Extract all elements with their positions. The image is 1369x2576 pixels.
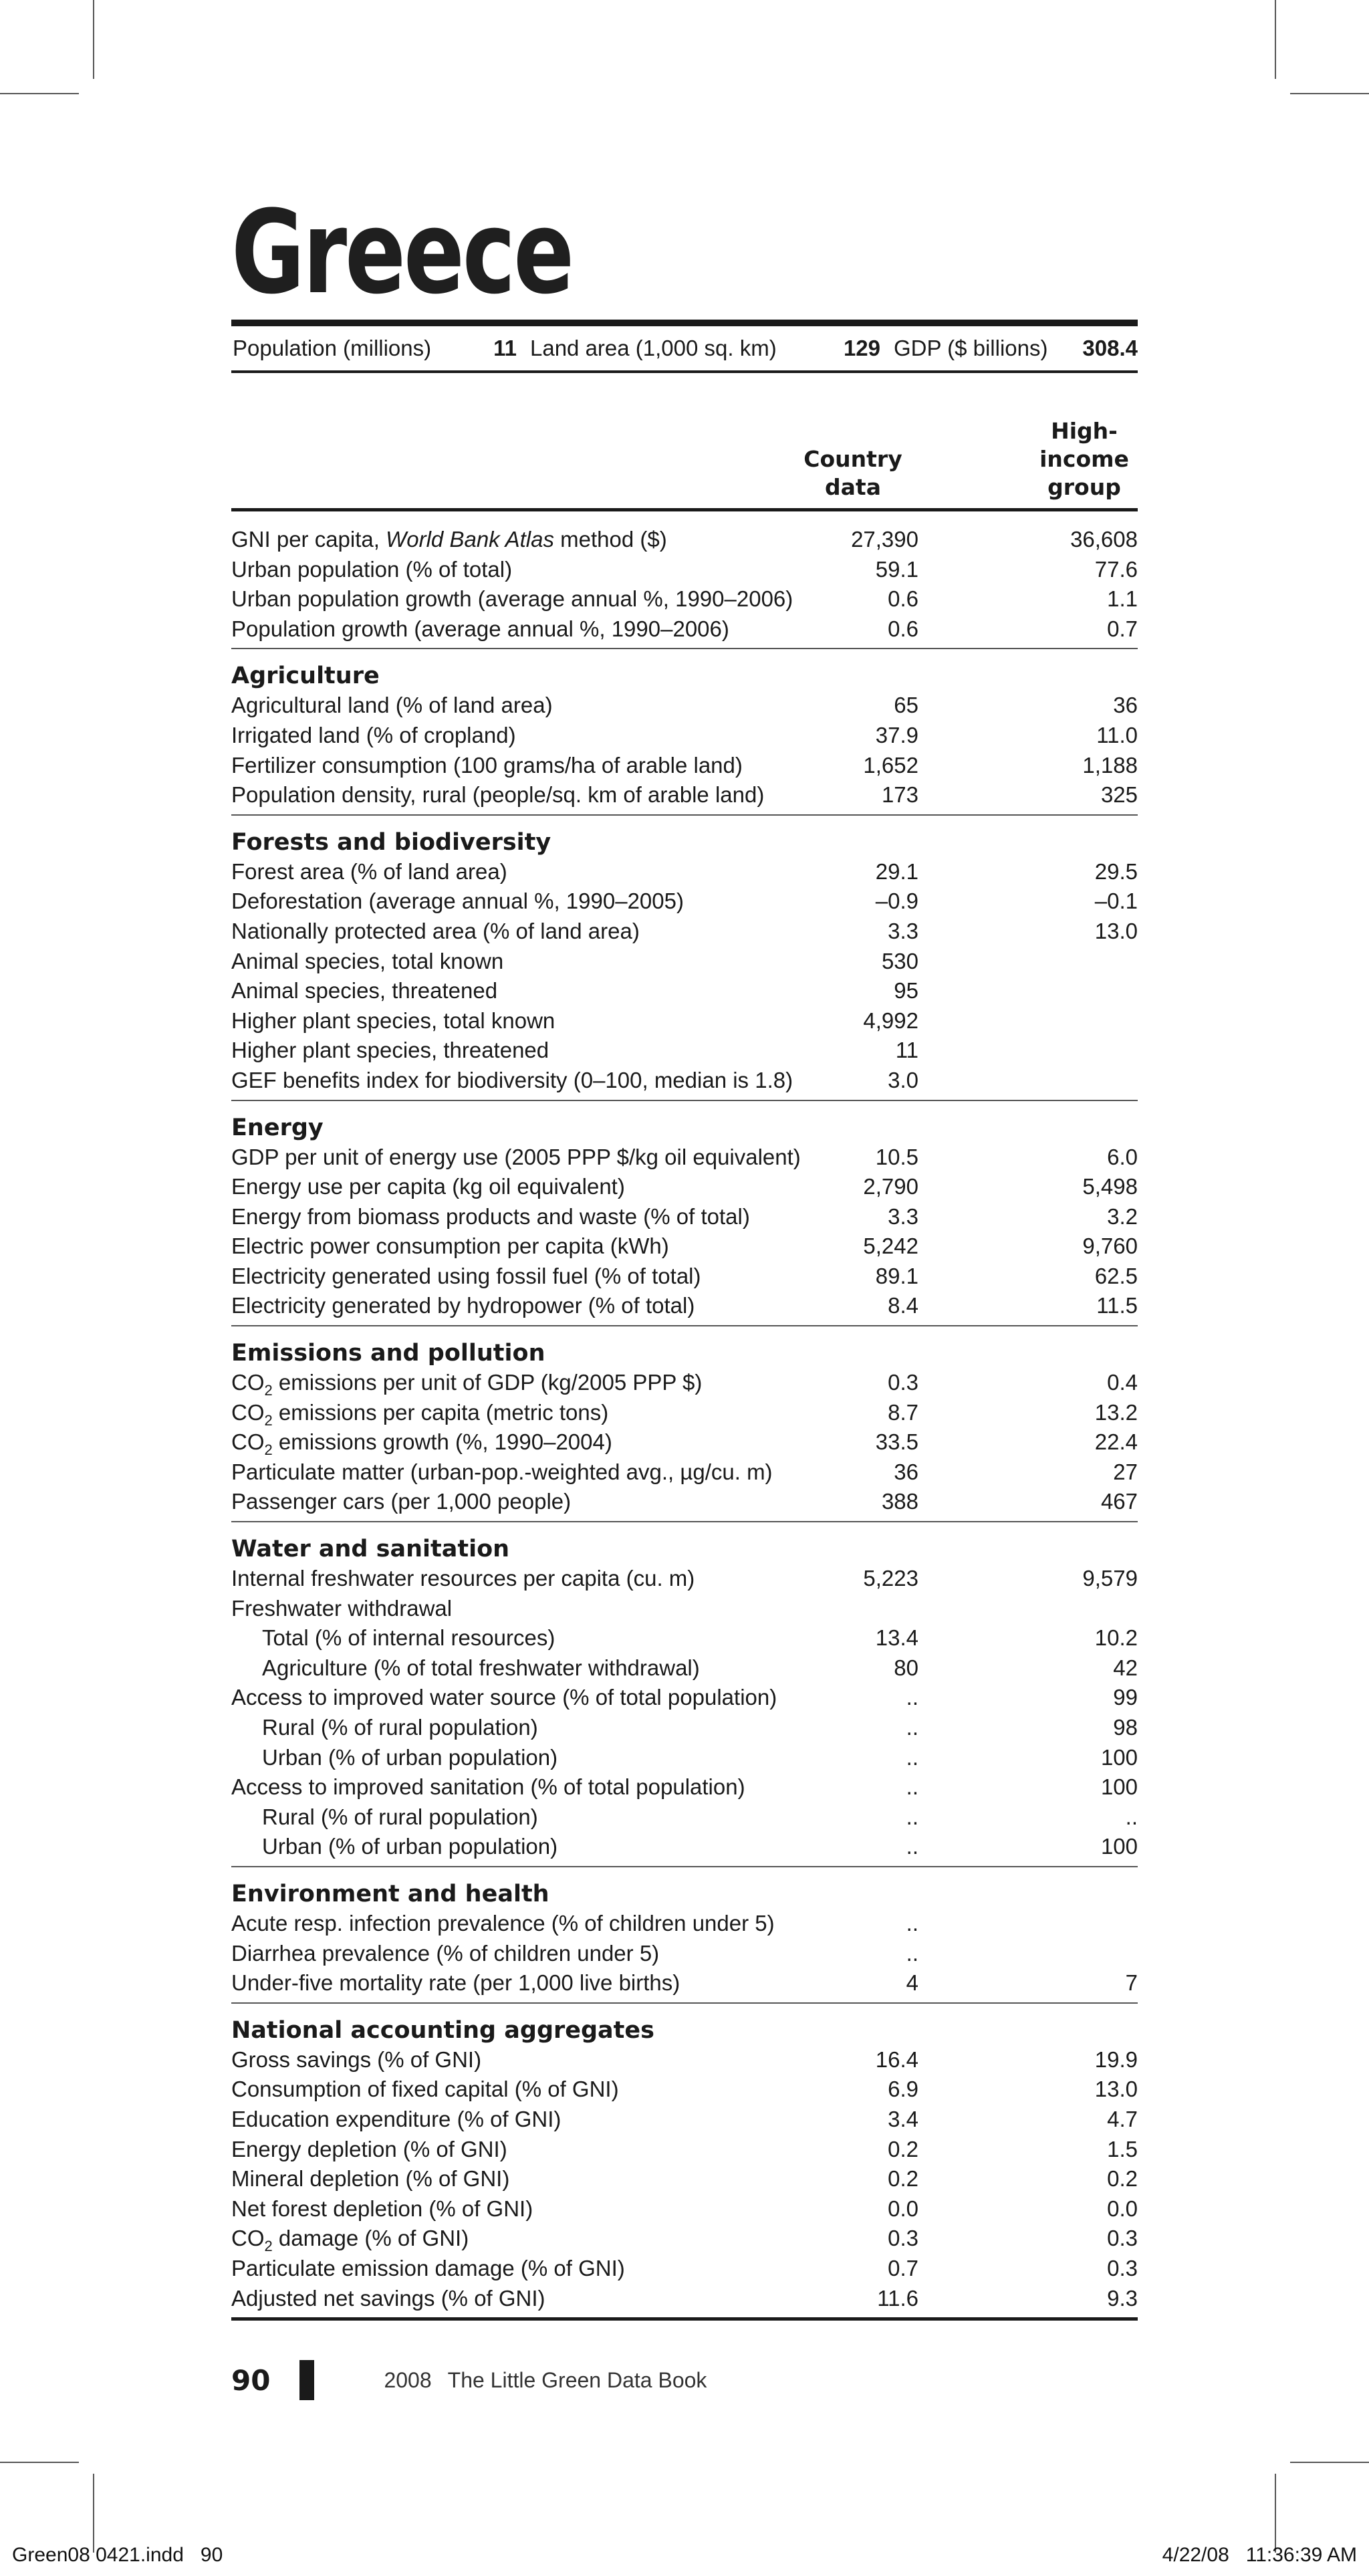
country-value: 530 (881, 948, 918, 973)
row-label: Acute resp. infection prevalence (% of children under 5) (231, 1910, 775, 1936)
row-label: Higher plant species, threatened (231, 1038, 549, 1063)
table-row (231, 691, 1138, 721)
country-value: 29.1 (875, 858, 918, 884)
row-label: Electric power consumption per capita (kWh) (231, 1234, 669, 1259)
row-label: Access to improved sanitation (% of total population) (231, 1774, 745, 1800)
gdp-value: 308.4 (1082, 336, 1138, 360)
country-value: 388 (881, 1489, 918, 1514)
population-label: Population (millions) (233, 336, 432, 360)
indicator-table (231, 374, 1138, 2321)
high-income-value: 6.0 (1107, 1144, 1138, 1169)
table-row (231, 1594, 1138, 1624)
row-label: Energy depletion (% of GNI) (231, 2136, 507, 2161)
high-income-value: 0.4 (1107, 1370, 1138, 1395)
footer-bar (299, 2360, 314, 2400)
country-value: 5,223 (863, 1566, 918, 1591)
row-label: Particulate matter (urban-pop.-weighted avg., µg/cu. m) (231, 1459, 773, 1484)
table-section (231, 816, 1138, 1101)
row-label: Urban (% of urban population) (262, 1834, 558, 1859)
table-row (231, 1262, 1138, 1292)
table-row (231, 555, 1138, 585)
section-title: Energy (231, 1114, 324, 1141)
table-row (231, 1968, 1138, 1998)
section-title: Water and sanitation (231, 1536, 510, 1563)
country-value: 3.0 (888, 1067, 918, 1092)
population-value: 11 (493, 336, 517, 360)
row-label: Fertilizer consumption (100 grams/ha of arable land) (231, 752, 743, 778)
table-row (231, 1172, 1138, 1202)
row-label: $CO_2$ emissions growth (%, 1990–2004) (231, 1429, 612, 1459)
country-value: 0.6 (888, 586, 918, 612)
table-section (231, 1522, 1138, 1867)
country-value: 173 (881, 782, 918, 808)
high-income-value: 0.3 (1107, 2226, 1138, 2251)
crop-mark (1275, 0, 1276, 79)
table-row (231, 1713, 1138, 1743)
high-income-value: 10.2 (1094, 1625, 1138, 1651)
table-row (231, 1232, 1138, 1262)
high-income-value: 3.2 (1107, 1203, 1138, 1229)
country-value: .. (906, 1910, 918, 1936)
country-value: 13.4 (875, 1625, 918, 1651)
high-income-value: 1,188 (1082, 752, 1138, 778)
table-row (231, 2164, 1138, 2194)
row-label: Animal species, total known (231, 948, 504, 973)
population-summary (231, 336, 529, 361)
column-header-high-income: High- income group (1039, 418, 1129, 500)
page-number: 90 (231, 2363, 271, 2397)
country-value: 36 (894, 1459, 918, 1484)
row-label: Population density, rural (people/sq. km of arable land) (231, 782, 765, 808)
row-label: Animal species, threatened (231, 978, 498, 1004)
table-row (231, 1398, 1138, 1428)
country-value: 37.9 (875, 722, 918, 747)
row-label: Mineral depletion (% of GNI) (231, 2166, 510, 2192)
high-income-value: 27 (1113, 1459, 1138, 1484)
table-section (231, 649, 1138, 815)
table-row (231, 1743, 1138, 1773)
table-row (231, 1006, 1138, 1036)
table-row (231, 1036, 1138, 1066)
high-income-value: 7 (1125, 1970, 1138, 1996)
table-row (231, 1623, 1138, 1653)
section-title: National accounting aggregates (231, 2016, 654, 2044)
table-row (231, 857, 1138, 887)
row-label: Particulate emission damage (% of GNI) (231, 2255, 625, 2280)
row-label: Electricity generated using fossil fuel (% of total) (231, 1263, 701, 1288)
row-label: Population growth (average annual %, 1990–2006) (231, 616, 729, 641)
table-row (231, 2075, 1138, 2105)
row-label: Adjusted net savings (% of GNI) (231, 2285, 545, 2311)
country-value: 4 (906, 1970, 918, 1996)
row-label: Energy use per capita (kg oil equivalent) (231, 1174, 625, 1199)
row-label: Agricultural land (% of land area) (231, 693, 553, 718)
country-value: 2,790 (863, 1174, 918, 1199)
country-value: 11.6 (877, 2285, 918, 2311)
country-value: .. (906, 1834, 918, 1859)
crop-mark (0, 2462, 79, 2463)
high-income-value: 1.5 (1107, 2136, 1138, 2161)
table-section (231, 511, 1138, 649)
table-row (231, 2284, 1138, 2314)
country-value: .. (906, 1940, 918, 1966)
high-income-value: 9,579 (1082, 1566, 1138, 1591)
table-row (231, 947, 1138, 977)
country-value: 1,652 (863, 752, 918, 778)
row-label: $CO_2$ damage (% of GNI) (231, 2226, 469, 2255)
row-label: Urban (% of urban population) (262, 1744, 558, 1770)
country-value: 5,242 (863, 1234, 918, 1259)
high-income-value: 19.9 (1094, 2046, 1138, 2072)
table-row (231, 2135, 1138, 2165)
table-row (231, 751, 1138, 781)
crop-mark (0, 93, 79, 94)
high-income-value: 42 (1113, 1655, 1138, 1680)
high-income-value: 0.2 (1107, 2166, 1138, 2192)
high-income-value: .. (1125, 1804, 1138, 1829)
high-income-value: 5,498 (1082, 1174, 1138, 1199)
row-label: Access to improved water source (% of total population) (231, 1685, 777, 1710)
row-label: Diarrhea prevalence (% of children under 5) (231, 1940, 660, 1966)
country-value: 95 (894, 978, 918, 1004)
row-label: Internal freshwater resources per capita (cu. m) (231, 1566, 695, 1591)
high-income-value: 100 (1100, 1744, 1138, 1770)
table-section (231, 1326, 1138, 1522)
country-value: 0.7 (888, 2255, 918, 2280)
column-header-country: Country data (803, 446, 902, 500)
table-row (231, 1653, 1138, 1683)
table-header (231, 374, 1138, 511)
table-row (231, 1939, 1138, 1969)
row-label: Consumption of fixed capital (% of GNI) (231, 2077, 619, 2102)
row-label: Rural (% of rural population) (262, 1804, 538, 1829)
section-title: Agriculture (231, 663, 380, 690)
table-row (231, 1909, 1138, 1939)
country-value: 65 (894, 693, 918, 718)
country-value: 0.2 (888, 2166, 918, 2192)
table-body (231, 511, 1138, 2321)
country-value: 6.9 (888, 2077, 918, 2102)
table-row (231, 525, 1138, 555)
country-value: 89.1 (875, 1263, 918, 1288)
print-slug-date: 4/22/08 11:36:39 AM (1162, 2544, 1357, 2566)
row-label: Forest area (% of land area) (231, 858, 507, 884)
table-row (231, 2194, 1138, 2224)
high-income-value: 22.4 (1094, 1429, 1138, 1455)
gdp-label: GDP ($ billions) (894, 336, 1048, 360)
high-income-value: 1.1 (1107, 586, 1138, 612)
high-income-value: 13.2 (1094, 1399, 1138, 1425)
high-income-value: 13.0 (1094, 2077, 1138, 2102)
summary-bar (231, 320, 1138, 373)
high-income-value: 467 (1100, 1489, 1138, 1514)
crop-mark (1290, 2462, 1369, 2463)
country-value: 0.3 (888, 1370, 918, 1395)
country-value: 8.7 (888, 1399, 918, 1425)
high-income-value: 29.5 (1094, 858, 1138, 884)
high-income-value: 11.0 (1096, 722, 1138, 747)
row-label: Total (% of internal resources) (262, 1625, 555, 1651)
row-label: Urban population growth (average annual %, 1990–2006) (231, 586, 793, 612)
footer-book-title: The Little Green Data Book (447, 2367, 707, 2392)
table-row (231, 1457, 1138, 1488)
row-label: Electricity generated by hydropower (% of total) (231, 1293, 695, 1318)
row-label: Energy from biomass products and waste (% of total) (231, 1203, 750, 1229)
table-row (231, 1143, 1138, 1173)
table-row (231, 2254, 1138, 2284)
high-income-value: 11.5 (1096, 1293, 1138, 1318)
table-row (231, 1487, 1138, 1517)
table-row (231, 1832, 1138, 1862)
country-value: 0.6 (888, 616, 918, 641)
table-row (231, 584, 1138, 614)
high-income-value: 0.3 (1107, 2255, 1138, 2280)
row-label: GDP per unit of energy use (2005 PPP $/kg oil equivalent) (231, 1144, 801, 1169)
row-label: Passenger cars (per 1,000 people) (231, 1489, 572, 1514)
country-value: 33.5 (875, 1429, 918, 1455)
crop-mark (93, 2474, 94, 2553)
page-title: Greece (231, 185, 573, 320)
country-value: .. (906, 1685, 918, 1710)
table-row (231, 976, 1138, 1006)
table-row (231, 917, 1138, 947)
land-area-label: Land area (1,000 sq. km) (530, 336, 777, 360)
row-label: Freshwater withdrawal (231, 1595, 453, 1621)
row-label: Gross savings (% of GNI) (231, 2046, 482, 2072)
country-value: 4,992 (863, 1008, 918, 1033)
country-value: 11 (895, 1038, 918, 1063)
row-label: Education expenditure (% of GNI) (231, 2106, 562, 2131)
table-row (231, 1564, 1138, 1594)
table-section (231, 1101, 1138, 1327)
high-income-value: 13.0 (1094, 918, 1138, 943)
country-value: .. (906, 1715, 918, 1740)
high-income-value: 0.7 (1107, 616, 1138, 641)
print-slug-file: Green08 0421.indd 90 (12, 2544, 223, 2566)
section-title: Emissions and pollution (231, 1340, 545, 1367)
row-label: Urban population (% of total) (231, 556, 513, 582)
high-income-value: 9,760 (1082, 1234, 1138, 1259)
row-label: GEF benefits index for biodiversity (0–100, median is 1.8) (231, 1067, 793, 1092)
gdp-summary (892, 336, 1138, 361)
country-value: 3.3 (888, 918, 918, 943)
high-income-value: 100 (1100, 1774, 1138, 1800)
table-row (231, 1772, 1138, 1802)
table-row (231, 2224, 1138, 2254)
country-value: 0.2 (888, 2136, 918, 2161)
high-income-value: 36 (1113, 693, 1138, 718)
table-row (231, 721, 1138, 751)
land-area-value: 129 (843, 336, 880, 360)
table-row (231, 1291, 1138, 1321)
row-label: $CO_2$ emissions per unit of GDP (kg/2005 PPP $) (231, 1370, 703, 1399)
high-income-value: 0.0 (1107, 2196, 1138, 2221)
country-value: 3.3 (888, 1203, 918, 1229)
high-income-value: 9.3 (1107, 2285, 1138, 2311)
country-value: .. (906, 1804, 918, 1829)
country-value: 8.4 (888, 1293, 918, 1318)
high-income-value: 4.7 (1107, 2106, 1138, 2131)
section-title: Forests and biodiversity (231, 828, 551, 856)
row-label: Agriculture (% of total freshwater withdrawal) (262, 1655, 700, 1680)
table-row (231, 614, 1138, 645)
table-row (231, 1427, 1138, 1457)
row-label: Rural (% of rural population) (262, 1715, 538, 1740)
footer-text (384, 2368, 723, 2393)
row-label: Under-five mortality rate (per 1,000 live births) (231, 1970, 680, 1996)
high-income-value: 62.5 (1094, 1263, 1138, 1288)
table-row (231, 1202, 1138, 1232)
crop-mark (1290, 93, 1369, 94)
table-section (231, 1867, 1138, 2004)
high-income-value: 77.6 (1094, 556, 1138, 582)
high-income-value: 98 (1113, 1715, 1138, 1740)
country-value: –0.9 (875, 889, 918, 914)
table-row (231, 1066, 1138, 1096)
high-income-value: –0.1 (1094, 889, 1138, 914)
country-value: 80 (894, 1655, 918, 1680)
table-row (231, 1368, 1138, 1398)
country-value: 0.0 (888, 2196, 918, 2221)
high-income-value: 99 (1113, 1685, 1138, 1710)
table-section (231, 2004, 1138, 2321)
country-value: 0.3 (888, 2226, 918, 2251)
table-row (231, 2045, 1138, 2075)
high-income-value: 100 (1100, 1834, 1138, 1859)
table-row (231, 780, 1138, 810)
row-label: Irrigated land (% of cropland) (231, 722, 516, 747)
page-footer (231, 2360, 723, 2400)
row-label: $CO_2$ emissions per capita (metric tons) (231, 1399, 609, 1429)
country-value: 16.4 (875, 2046, 918, 2072)
row-label: Higher plant species, total known (231, 1008, 555, 1033)
country-value: 3.4 (888, 2106, 918, 2131)
footer-year: 2008 (384, 2367, 432, 2392)
row-label: GNI per capita, World Bank Atlas method ($) (231, 527, 667, 552)
row-label: Net forest depletion (% of GNI) (231, 2196, 533, 2221)
table-row (231, 2105, 1138, 2135)
section-title: Environment and health (231, 1880, 549, 1907)
country-value: .. (906, 1744, 918, 1770)
row-label: Nationally protected area (% of land area) (231, 918, 640, 943)
table-row (231, 887, 1138, 917)
table-row (231, 1683, 1138, 1713)
crop-mark (1275, 2474, 1276, 2553)
country-value: 59.1 (875, 556, 918, 582)
country-value: 10.5 (875, 1144, 918, 1169)
table-row (231, 1802, 1138, 1833)
high-income-value: 325 (1100, 782, 1138, 808)
row-label: Deforestation (average annual %, 1990–2005) (231, 889, 684, 914)
high-income-value: 36,608 (1070, 527, 1138, 552)
land-area-summary (529, 336, 892, 361)
crop-mark (93, 0, 94, 79)
country-value: .. (906, 1774, 918, 1800)
country-value: 27,390 (851, 527, 918, 552)
